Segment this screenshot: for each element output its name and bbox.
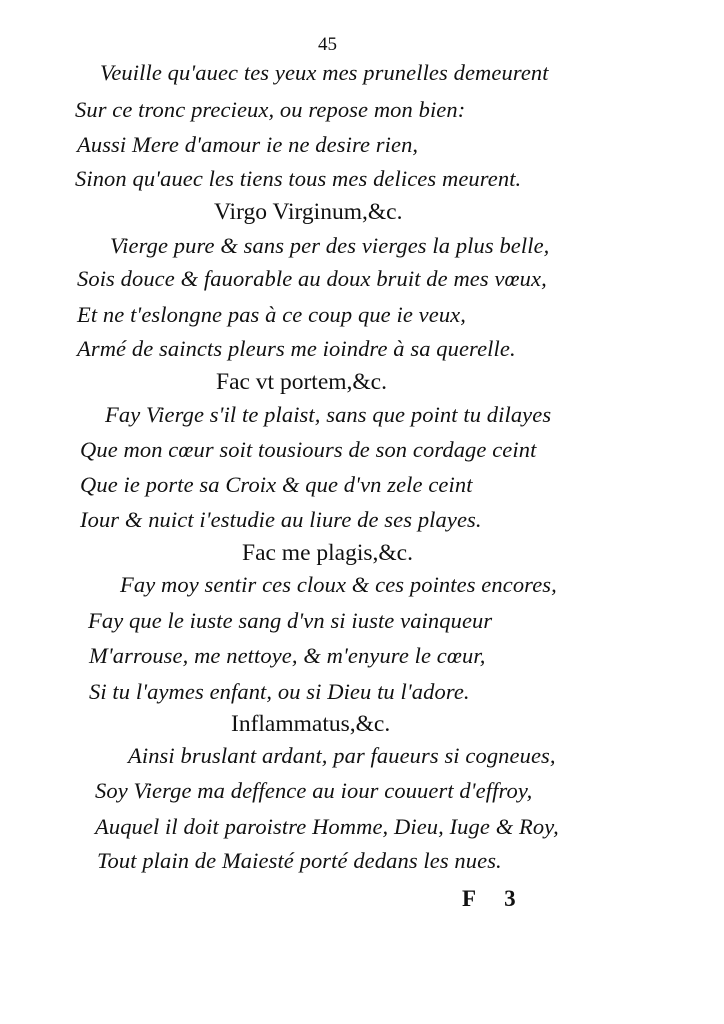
verse-line: Sinon qu'auec les tiens tous mes delices meurent.: [75, 166, 522, 191]
verse-line: Iour & nuict i'estudie au liure de ses playes.: [80, 507, 482, 532]
verse-line: Sur ce tronc precieux, ou repose mon bien:: [75, 97, 466, 122]
stanza-heading: Fac me plagis,&c.: [242, 540, 413, 566]
page-number: 45: [318, 34, 337, 55]
signature-letter: F: [462, 886, 477, 911]
stanza-heading: Virgo Virginum,&c.: [214, 199, 403, 225]
verse-line: Que ie porte sa Croix & que d'vn zele ceint: [80, 472, 473, 497]
stanza-heading: Inflammatus,&c.: [231, 711, 391, 737]
verse-line: Fay que le iuste sang d'vn si iuste vainqueur: [88, 608, 493, 633]
verse-line: Fay moy sentir ces cloux & ces pointes encores,: [120, 572, 557, 597]
verse-line: Fay Vierge s'il te plaist, sans que point tu dilayes: [105, 402, 552, 427]
verse-line: Vierge pure & sans per des vierges la plus belle,: [110, 233, 550, 258]
verse-line: Tout plain de Maiesté porté dedans les nues.: [97, 848, 502, 873]
verse-line: Veuille qu'auec tes yeux mes prunelles demeurent: [100, 60, 549, 85]
verse-line: Si tu l'aymes enfant, ou si Dieu tu l'adore.: [89, 679, 470, 704]
verse-line: Ainsi bruslant ardant, par faueurs si cogneues,: [128, 743, 556, 768]
printer-signature: [462, 886, 516, 912]
verse-line: Soy Vierge ma deffence au iour couuert d'effroy,: [95, 778, 533, 803]
stanza-heading: Fac vt portem,&c.: [216, 369, 387, 395]
verse-line: Auquel il doit paroistre Homme, Dieu, Iuge & Roy,: [95, 814, 559, 839]
verse-line: Et ne t'eslongne pas à ce coup que ie veux,: [77, 302, 466, 327]
verse-line: Armé de saincts pleurs me ioindre à sa querelle.: [77, 336, 516, 361]
verse-line: Que mon cœur soit tousiours de son cordage ceint: [80, 437, 537, 462]
verse-line: Aussi Mere d'amour ie ne desire rien,: [77, 132, 419, 157]
verse-line: M'arrouse, me nettoye, & m'enyure le cœur,: [89, 643, 486, 668]
verse-line: Sois douce & fauorable au doux bruit de mes vœux,: [77, 266, 547, 291]
signature-number: 3: [504, 886, 516, 911]
